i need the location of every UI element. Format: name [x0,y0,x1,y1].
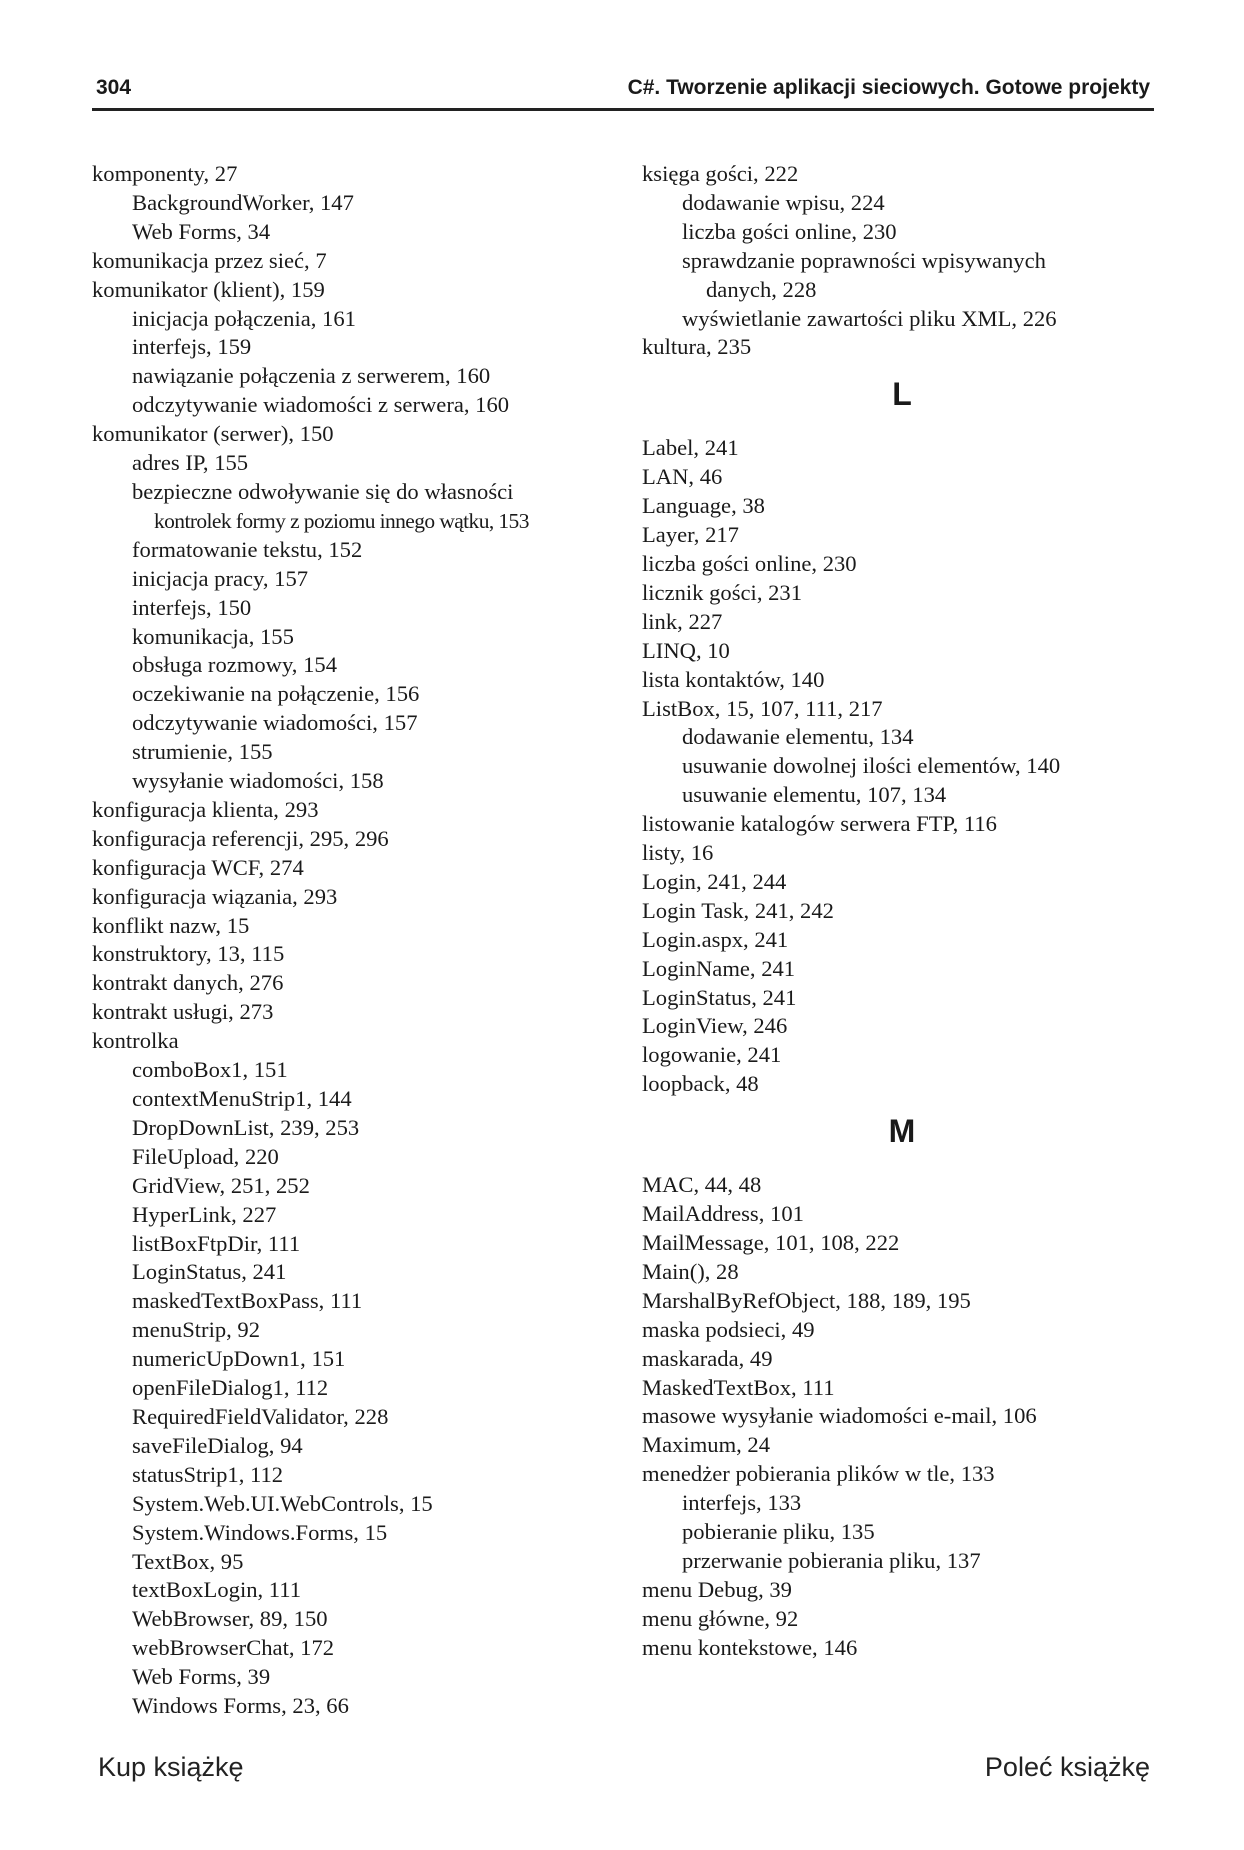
index-entry: księga gości, 222 [642,161,799,186]
index-subentry: System.Web.UI.WebControls, 15 [132,1490,433,1516]
index-subentry: Web Forms, 39 [132,1664,271,1690]
index-subentry: usuwanie dowolnej ilości elementów, 140 [682,753,1061,779]
index-subentry: maskedTextBoxPass, 111 [132,1288,363,1314]
book-title: C#. Tworzenie aplikacji sieciowych. Gotowe projekty [627,76,1150,99]
index-entry: listy, 16 [642,840,714,866]
index-entry: LoginName, 241 [642,955,796,981]
index-subentry: statusStrip1, 112 [132,1461,284,1487]
index-entry: MAC, 44, 48 [642,1172,762,1198]
index-subentry: GridView, 251, 252 [132,1172,310,1198]
index-entry: LAN, 46 [642,464,723,490]
index-subentry: openFileDialog1, 112 [132,1375,329,1401]
index-subentry: HyperLink, 227 [132,1201,277,1227]
index-entry: maska podsieci, 49 [642,1316,815,1342]
index-subentry: komunikacja, 155 [132,623,294,649]
index-entry: menu kontekstowe, 146 [642,1634,858,1660]
index-subentry: strumienie, 155 [132,739,273,765]
index-entry: kultura, 235 [642,334,752,360]
index-column-left [92,160,602,1721]
index-entry: menu Debug, 39 [642,1576,792,1602]
index-entry: LINQ, 10 [642,637,730,663]
index-subentry: kontrolek formy z poziomu innego wątku, 153 [154,508,529,533]
index-entry: Login.aspx, 241 [642,926,789,952]
index-entry: link, 227 [642,608,723,634]
index-column-right [642,160,1162,1663]
section-letter: M [888,1113,916,1150]
index-subentry: adres IP, 155 [132,450,249,476]
index-entry: konstruktory, 13, 115 [92,941,285,967]
page-number: 304 [96,76,132,99]
index-entry: Maximum, 24 [642,1432,771,1458]
index-subentry: FileUpload, 220 [132,1143,279,1169]
index-subentry: dodawanie elementu, 134 [682,724,914,750]
index-entry: ListBox, 15, 107, 111, 217 [642,695,883,721]
index-subentry: interfejs, 159 [132,334,252,360]
index-entry: kontrakt danych, 276 [92,970,284,996]
index-subentry: obsługa rozmowy, 154 [132,652,337,678]
index-subentry: oczekiwanie na połączenie, 156 [132,681,420,707]
index-subentry: saveFileDialog, 94 [132,1432,303,1458]
index-entry: komunikator (serwer), 150 [92,421,334,447]
index-subentry: bezpieczne odwoływanie się do własności [132,478,514,504]
index-entry: maskarada, 49 [642,1345,773,1371]
index-entry: masowe wysyłanie wiadomości e-mail, 106 [642,1403,1037,1429]
index-subentry: dodawanie wpisu, 224 [682,189,885,215]
index-entry: LoginStatus, 241 [642,984,797,1010]
index-entry: komunikator (klient), 159 [92,276,325,302]
index-entry: Layer, 217 [642,522,739,548]
index-subentry: Web Forms, 34 [132,218,271,244]
buy-book-link[interactable]: Kup książkę [98,1752,244,1782]
index-entry: MaskedTextBox, 111 [642,1374,835,1400]
index-entry: Label, 241 [642,435,739,461]
index-subentry: BackgroundWorker, 147 [132,189,354,215]
index-subentry: odczytywanie wiadomości, 157 [132,710,418,736]
index-subentry: WebBrowser, 89, 150 [132,1606,328,1632]
index-subentry: comboBox1, 151 [132,1057,288,1083]
index-entry: MailMessage, 101, 108, 222 [642,1230,900,1255]
index-subentry: Windows Forms, 23, 66 [132,1693,349,1719]
index-subentry: LoginStatus, 241 [132,1259,287,1285]
index-subentry: wysyłanie wiadomości, 158 [132,768,384,794]
index-entry: licznik gości, 231 [642,579,803,605]
index-entry: konfiguracja referencji, 295, 296 [92,825,389,851]
index-entry: listowanie katalogów serwera FTP, 116 [642,811,997,837]
index-subentry: usuwanie elementu, 107, 134 [682,782,947,808]
index-entry: konflikt nazw, 15 [92,912,250,938]
index-subentry: liczba gości online, 230 [682,218,897,244]
index-entry: logowanie, 241 [642,1042,782,1068]
index-entry: komponenty, 27 [92,161,238,186]
index-subentry: TextBox, 95 [132,1548,244,1574]
index-entry: kontrolka [92,1028,179,1054]
index-subentry: formatowanie tekstu, 152 [132,536,363,562]
index-subentry: webBrowserChat, 172 [132,1635,335,1661]
index-subentry: RequiredFieldValidator, 228 [132,1403,389,1429]
index-entry: kontrakt usługi, 273 [92,999,274,1025]
index-entry: Language, 38 [642,493,765,519]
index-subentry: odczytywanie wiadomości z serwera, 160 [132,392,510,418]
index-subentry: numericUpDown1, 151 [132,1346,346,1372]
index-subentry: DropDownList, 239, 253 [132,1114,360,1140]
index-subentry: menuStrip, 92 [132,1317,261,1343]
index-entry: konfiguracja WCF, 274 [92,854,304,880]
index-entry: menu główne, 92 [642,1605,799,1631]
index-subentry: nawiązanie połączenia z serwerem, 160 [132,363,491,389]
index-entry: lista kontaktów, 140 [642,666,825,692]
index-entry: liczba gości online, 230 [642,550,857,576]
index-subentry: textBoxLogin, 111 [132,1577,302,1603]
page-header [92,70,1154,111]
index-subentry: pobieranie pliku, 135 [682,1519,875,1545]
index-subentry: przerwanie pobierania pliku, 137 [682,1547,981,1573]
index-entry: MarshalByRefObject, 188, 189, 195 [642,1287,971,1313]
index-subentry: interfejs, 133 [682,1490,802,1516]
index-entry: konfiguracja wiązania, 293 [92,883,338,909]
index-entry: LoginView, 246 [642,1013,788,1039]
index-entry: MailAddress, 101 [642,1201,804,1227]
index-entry: Login Task, 241, 242 [642,897,834,923]
index-subentry: System.Windows.Forms, 15 [132,1519,388,1545]
index-subentry: inicjacja połączenia, 161 [132,305,356,331]
index-subentry: interfejs, 150 [132,594,252,620]
index-subentry: inicjacja pracy, 157 [132,565,309,591]
index-entry: loopback, 48 [642,1071,759,1097]
index-subentry: contextMenuStrip1, 144 [132,1086,352,1111]
index-subentry: danych, 228 [706,276,817,302]
section-letter: L [892,376,912,413]
index-entry: Login, 241, 244 [642,868,787,894]
index-entry: komunikacja przez sieć, 7 [92,247,327,273]
index-entry: konfiguracja klienta, 293 [92,796,319,822]
index-subentry: listBoxFtpDir, 111 [132,1230,301,1256]
index-entry: Main(), 28 [642,1258,739,1284]
index-subentry: sprawdzanie poprawności wpisywanych [682,247,1046,273]
index-entry: menedżer pobierania plików w tle, 133 [642,1461,995,1487]
index-subentry: wyświetlanie zawartości pliku XML, 226 [682,305,1057,331]
recommend-book-link[interactable]: Poleć książkę [984,1752,1150,1782]
